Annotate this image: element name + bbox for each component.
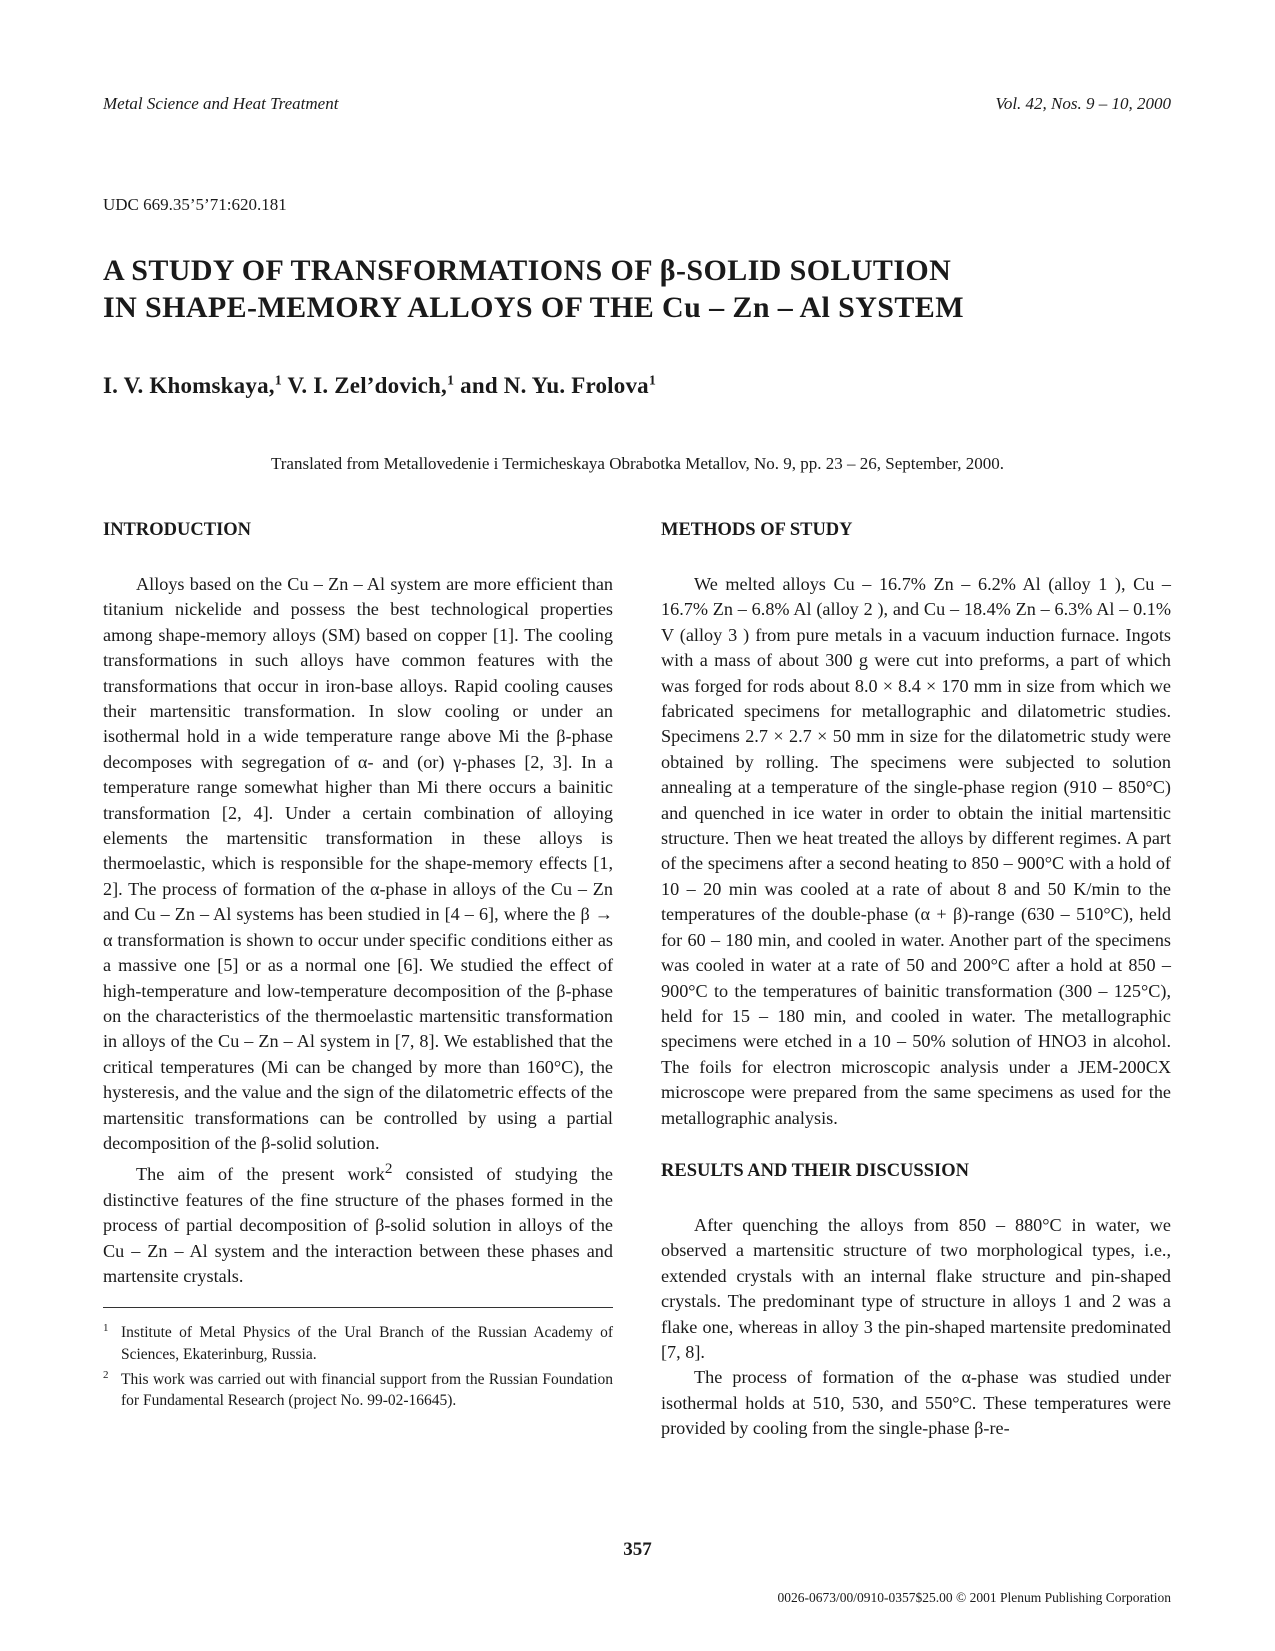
running-head xyxy=(103,94,1171,114)
introduction-paragraph-2 xyxy=(103,1156,613,1289)
title-line-2: IN SHAPE-MEMORY ALLOYS OF THE Cu – Zn – Al SYSTEM xyxy=(103,291,964,324)
affiliation-mark: 1 xyxy=(274,373,282,389)
footnote-2 xyxy=(103,1365,613,1411)
copyright-line: 0026-0673/00/0910-0357$25.00 © 2001 Plenum Publishing Corporation xyxy=(777,1590,1171,1605)
footnote-mark: 1 xyxy=(103,1322,109,1335)
page-number: 357 xyxy=(623,1539,652,1560)
footnote-ref: 2 xyxy=(384,1160,393,1178)
title-line-1: A STUDY OF TRANSFORMATIONS OF β-SOLID SOLUTION xyxy=(103,254,952,287)
footnote-divider xyxy=(103,1307,613,1308)
author-name: I. V. Khomskaya, xyxy=(103,373,275,398)
footnote-1 xyxy=(103,1318,613,1364)
affiliation-mark: 1 xyxy=(447,373,455,389)
methods-heading: METHODS OF STUDY xyxy=(661,520,853,540)
paragraph-text: consisted of studying the distinctive features of the fine structure of the phases formed in the process of partial decomposition of β-solid solution in alloys of the Cu – Zn – Al system and the interaction between these phases and martensite crystals. xyxy=(103,1164,613,1287)
results-paragraph-1: After quenching the alloys from 850 – 880°C in water, we observed a martensitic structure of two morphological types, i.e., extended crystals with an internal flake structure and pin-shaped crystals. The predominant type of structure in alloys 1 and 2 was a flake one, whereas in alloy 3 the pin-shaped martensite predominated [7, 8]. xyxy=(661,1214,1171,1362)
methods-paragraph: We melted alloys Cu – 16.7% Zn – 6.2% Al (alloy 1 ), Cu – 16.7% Zn – 6.8% Al (alloy 2 ), and Cu – 18.4% Zn – 6.3% Al – 0.1% V (alloy 3 ) from pure metals in a vacuum induction furnace. Ingots with a mass of about 300 g were cut into preforms, a part of which was forged for rods about 8.0 × 8.4 × 170 mm in size from which we fabricated specimens for metallographic and dilatometric studies. Specimens 2.7 × 2.7 × 50 mm in size for the dilatometric study were obtained by rolling. The specimens were subjected to solution annealing at a temperature of the single-phase region (910 – 850°C) and quenched in ice water in order to obtain the initial martensitic structure. Then we heat treated the alloys by different regimes. A part of the specimens after a second heating to 850 – 900°C with a hold of 10 – 20 min was cooled at a rate of about 8 and 50 K/min to the temperatures of the double-phase (α + β)-range (630 – 510°C), held for 60 – 180 min, and cooled in water. Another part of the specimens was cooled in water at a rate of 50 and 200°C after a hold at 850 – 900°C to the temperatures of bainitic transformation (300 – 125°C), held for 15 – 180 min, and cooled in water. The metallographic specimens were etched in a 10 – 50% solution of HNO3 in alcohol. The foils for electron microscopic analysis under a JEM-200CX microscope were prepared from the same specimens as used for the metallographic analysis. xyxy=(661,574,1171,1128)
journal-name: Metal Science and Heat Treatment xyxy=(103,94,339,113)
left-column xyxy=(103,518,613,1411)
author-name: V. I. Zel’dovich, xyxy=(287,373,447,398)
affiliation-mark: 1 xyxy=(648,373,657,389)
right-column xyxy=(661,518,1171,1442)
introduction-paragraph-1: Alloys based on the Cu – Zn – Al system are more efficient than titanium nickelide and possess the best technological properties among shape-memory alloys (SM) based on copper [1]. The cooling transformations in such alloys have common features with the transformations that occur in iron-base alloys. Rapid cooling causes their martensitic transformation. In slow cooling or under an isothermal hold in a wide temperature range above Mi the β-phase decomposes with segregation of α- and (or) γ-phases [2, 3]. In a temperature range somewhat higher than Mi there occurs a bainitic transformation [2, 4]. Under a certain combination of alloying elements the martensitic transformation in these alloys is thermoelastic, which is responsible for the shape-memory effects [1, 2]. The process of formation of the α-phase in alloys of the Cu – Zn and Cu – Zn – Al systems has been studied in [4 – 6], where the β → α transformation is shown to occur under specific conditions either as a massive one [5] or as a normal one [6]. We studied the effect of high-temperature and low-temperature decomposition of the β-phase on the characteristics of the thermoelastic martensitic transformation in alloys of the Cu – Zn – Al system in [7, 8]. We established that the critical temperatures (Mi can be changed by more than 160°C), the hysteresis, and the value and the sign of the dilatometric effects of the martensitic transformations can be controlled by using a partial decomposition of the β-solid solution. xyxy=(103,574,613,1153)
volume-info: Vol. 42, Nos. 9 – 10, 2000 xyxy=(995,94,1171,113)
author-name: and N. Yu. Frolova xyxy=(460,373,649,398)
results-paragraph-2: The process of formation of the α-phase was studied under isothermal holds at 510, 530, and 550°C. These temperatures were provided by cooling from the single-phase β-re- xyxy=(661,1367,1171,1439)
footnote-mark: 2 xyxy=(103,1368,109,1381)
udc-code: UDC 669.35’5’71:620.181 xyxy=(103,195,287,214)
paragraph-text: The aim of the present work xyxy=(136,1164,385,1185)
results-heading: RESULTS AND THEIR DISCUSSION xyxy=(661,1160,969,1181)
introduction-heading: INTRODUCTION xyxy=(103,520,252,540)
footnote-text: Institute of Metal Physics of the Ural Branch of the Russian Academy of Sciences, Ekaterinburg, Russia. xyxy=(121,1324,613,1363)
author-list xyxy=(103,373,656,399)
translation-note: Translated from Metallovedenie i Termicheskaya Obrabotka Metallov, No. 9, pp. 23 – 26, September, 2000. xyxy=(270,454,1005,473)
paper-title xyxy=(103,252,1173,326)
footnote-text: This work was carried out with financial support from the Russian Foundation for Fundamental Research (project No. 99-02-16645). xyxy=(121,1370,613,1409)
